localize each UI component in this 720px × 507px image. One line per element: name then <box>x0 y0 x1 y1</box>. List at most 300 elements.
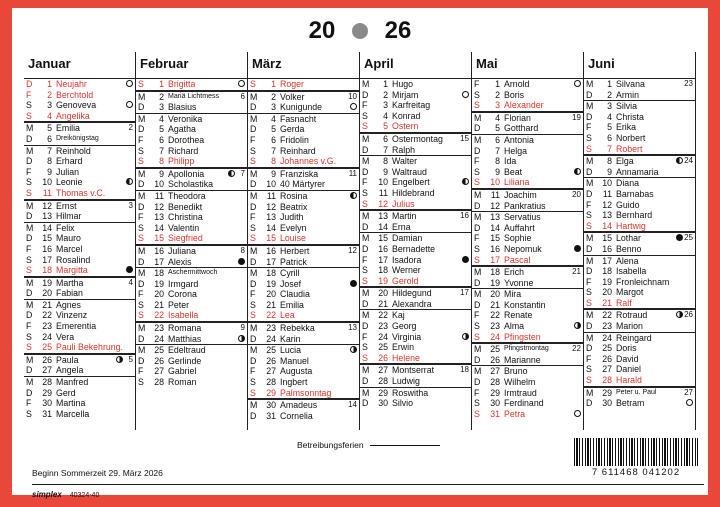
day-number: 17 <box>266 256 276 267</box>
day-row <box>472 377 583 388</box>
day-name: Konrad <box>392 110 421 121</box>
day-name: Mira <box>504 289 522 300</box>
day-name: Reinhard <box>280 145 316 156</box>
day-name: Ostermontag <box>392 133 443 144</box>
day-number: 27 <box>490 366 500 377</box>
day-name: Evelyn <box>280 222 307 233</box>
day-row <box>136 179 247 190</box>
day-name: Amadeus <box>280 400 318 411</box>
moon-last-icon <box>462 178 469 185</box>
weekday: M <box>138 113 146 124</box>
weekday: D <box>586 321 593 332</box>
weekday: M <box>474 212 482 223</box>
day-number: 19 <box>154 278 164 289</box>
weekday: D <box>586 243 593 254</box>
day-name: Corona <box>168 289 197 300</box>
day-name: Edeltraud <box>168 345 206 356</box>
day-row <box>584 266 695 277</box>
day-number: 26 <box>378 352 388 363</box>
day-name: Erna <box>392 221 411 232</box>
weekday: S <box>26 265 32 276</box>
day-number: 12 <box>154 201 164 212</box>
day-name: Lea <box>280 310 295 321</box>
day-number: 1 <box>495 79 500 89</box>
day-row <box>472 388 583 399</box>
weekday: D <box>250 278 257 289</box>
day-number: 3 <box>383 100 388 111</box>
day-number: 30 <box>378 398 388 409</box>
day-row <box>472 223 583 234</box>
week-number: 24 <box>684 156 693 166</box>
day-row <box>136 245 247 257</box>
weekday: S <box>586 297 592 308</box>
day-number: 10 <box>42 177 52 188</box>
weekday: D <box>362 398 369 409</box>
day-name: Silvio <box>392 398 414 409</box>
day-name: Gerlinde <box>168 355 202 366</box>
day-row <box>360 145 471 156</box>
day-name: Emerentia <box>56 321 97 332</box>
week-number: 26 <box>684 310 693 320</box>
weekday: M <box>586 233 594 244</box>
day-row <box>360 265 471 276</box>
weekday: S <box>26 331 32 342</box>
day-number: 5 <box>607 122 612 133</box>
day-name: Felix <box>56 222 75 233</box>
week-number: 27 <box>684 387 693 397</box>
day-row <box>136 366 247 377</box>
day-name: Bernhard <box>616 210 653 221</box>
day-name: Helene <box>392 352 420 363</box>
day-number: 20 <box>266 289 276 300</box>
day-name: Waltraud <box>392 166 427 177</box>
day-number: 29 <box>378 387 388 398</box>
day-number: 27 <box>602 364 612 375</box>
weekday: F <box>250 366 256 377</box>
day-number: 23 <box>378 321 388 332</box>
weekday: D <box>138 256 145 267</box>
barcode <box>574 438 698 478</box>
day-number: 5 <box>271 124 276 135</box>
day-name: Reingard <box>616 332 652 343</box>
day-name: Margot <box>616 287 644 298</box>
day-row <box>360 287 471 299</box>
day-number: 28 <box>42 377 52 388</box>
day-name: Konstantin <box>504 299 546 310</box>
weekday: S <box>474 408 480 419</box>
day-number: 22 <box>490 310 500 321</box>
weekday: F <box>26 166 32 177</box>
weekday: M <box>138 245 146 256</box>
day-row <box>584 375 695 387</box>
day-row <box>24 111 135 123</box>
week-number: 14 <box>348 400 357 410</box>
day-name: Sophie <box>504 233 532 244</box>
day-row <box>24 332 135 343</box>
day-number: 13 <box>490 212 500 223</box>
day-number: 13 <box>154 212 164 223</box>
day-number: 5 <box>495 123 500 134</box>
weekday: S <box>138 79 144 89</box>
weekday: D <box>26 310 33 321</box>
day-row <box>584 364 695 375</box>
day-row <box>136 279 247 290</box>
day-number: 18 <box>154 268 164 279</box>
day-row <box>360 90 471 101</box>
day-row <box>24 244 135 255</box>
day-row <box>248 267 359 279</box>
day-number: 4 <box>159 113 164 124</box>
day-number: 28 <box>154 377 164 388</box>
moon-first-icon <box>462 333 469 340</box>
day-row <box>136 356 247 367</box>
day-row <box>472 288 583 300</box>
weekday: D <box>474 277 481 288</box>
day-number: 10 <box>602 178 612 189</box>
day-number: 8 <box>159 156 164 167</box>
brand <box>32 490 99 499</box>
day-row <box>584 221 695 233</box>
day-name: Pfingstmontag <box>504 345 549 353</box>
weekday: D <box>362 298 369 309</box>
day-row <box>360 276 471 288</box>
day-name: Bernadette <box>392 243 436 254</box>
day-number: 26 <box>42 354 52 365</box>
day-number: 8 <box>271 156 276 167</box>
day-row <box>360 364 471 376</box>
day-number: 22 <box>266 310 276 321</box>
day-name: Gabriel <box>168 366 197 377</box>
day-name: Angelika <box>56 110 90 121</box>
day-row <box>136 377 247 388</box>
day-row <box>24 177 135 188</box>
day-name: Antonia <box>504 134 534 145</box>
year-title <box>12 16 708 45</box>
day-number: 24 <box>602 332 612 343</box>
day-number: 6 <box>495 134 500 145</box>
day-row <box>248 356 359 367</box>
day-number: 19 <box>602 276 612 287</box>
day-name: 40 Märtyrer <box>280 179 325 190</box>
day-row <box>248 411 359 422</box>
day-number: 23 <box>490 321 500 332</box>
day-name: Betram <box>616 398 645 409</box>
weekday: F <box>26 321 32 332</box>
weekday: S <box>250 299 256 310</box>
moon-last-icon <box>228 170 235 177</box>
day-number: 3 <box>159 102 164 113</box>
day-number: 22 <box>42 310 52 321</box>
day-name: Peter u. Paul <box>616 388 657 396</box>
weekday: D <box>474 145 481 156</box>
day-name: Neujahr <box>56 79 87 89</box>
weekday: M <box>26 200 34 211</box>
day-number: 8 <box>383 156 388 167</box>
weekday: F <box>250 134 256 145</box>
moon-first-icon <box>574 322 581 329</box>
day-row <box>24 299 135 311</box>
weekday: D <box>26 211 33 222</box>
day-row <box>24 310 135 321</box>
day-row <box>136 124 247 135</box>
weekday: M <box>474 112 482 123</box>
day-name: David <box>616 353 639 364</box>
day-number: 10 <box>266 179 276 190</box>
day-name: Agnes <box>56 299 81 310</box>
day-number: 4 <box>495 112 500 123</box>
weekday: D <box>250 102 257 113</box>
weekday: M <box>362 387 370 398</box>
day-number: 2 <box>495 89 500 100</box>
day-name: Ingbert <box>280 377 308 388</box>
weekday: M <box>474 344 482 355</box>
weekday: M <box>362 156 370 167</box>
day-name: Nepomuk <box>504 243 542 254</box>
day-row <box>584 133 695 144</box>
day-number: 31 <box>266 410 276 421</box>
day-name: Rosalind <box>56 254 91 265</box>
day-name: Leonie <box>56 177 83 188</box>
day-row <box>584 244 695 255</box>
day-row <box>472 343 583 355</box>
day-name: Elga <box>616 156 634 167</box>
day-row <box>136 168 247 180</box>
day-name: Philipp <box>168 156 195 167</box>
weekday: S <box>26 110 32 121</box>
day-number: 31 <box>490 408 500 419</box>
day-name: Louise <box>280 233 306 244</box>
day-row <box>248 334 359 345</box>
day-name: Benno <box>616 243 642 254</box>
day-row <box>136 146 247 157</box>
day-row <box>584 155 695 167</box>
day-name: Erwin <box>392 342 414 353</box>
day-number: 16 <box>602 243 612 254</box>
day-number: 13 <box>266 212 276 223</box>
day-name: Arnold <box>504 79 530 89</box>
day-row <box>360 210 471 222</box>
weekday: S <box>250 233 256 244</box>
day-name: Valentin <box>168 222 200 233</box>
day-row <box>584 144 695 156</box>
day-name: Virginia <box>392 331 422 342</box>
day-row <box>136 156 247 168</box>
weekday: S <box>362 275 368 286</box>
weekday: D <box>138 278 145 289</box>
day-row <box>24 188 135 200</box>
day-number: 11 <box>378 187 388 198</box>
weekday: S <box>474 321 480 332</box>
month-name: Januar <box>24 52 135 79</box>
day-row <box>136 202 247 213</box>
week-number: 6 <box>240 91 245 101</box>
day-name: Walter <box>392 156 418 167</box>
day-number: 23 <box>42 321 52 332</box>
weekday: M <box>362 233 370 244</box>
day-number: 19 <box>378 275 388 286</box>
day-number: 12 <box>490 200 500 211</box>
day-number: 13 <box>42 211 52 222</box>
day-name: Damian <box>392 233 423 244</box>
weekday: S <box>26 342 32 353</box>
day-name: Servatius <box>504 212 541 223</box>
day-name: Robert <box>616 143 643 154</box>
day-name: Aschermittwoch <box>168 269 218 277</box>
day-number: 14 <box>602 220 612 231</box>
day-row <box>360 353 471 365</box>
weekday: D <box>362 243 369 254</box>
weekday: S <box>586 143 592 154</box>
day-name: Vinzenz <box>56 310 88 321</box>
day-row <box>136 267 247 279</box>
weekday: S <box>362 110 368 121</box>
weekday: S <box>26 408 32 419</box>
day-number: 17 <box>42 254 52 265</box>
week-number: 12 <box>348 245 357 255</box>
moon-full-icon <box>574 410 581 417</box>
weekday: M <box>250 91 258 102</box>
day-name: Roswitha <box>392 387 429 398</box>
day-row <box>584 90 695 101</box>
day-number: 7 <box>47 145 52 156</box>
weekday: M <box>26 123 34 134</box>
day-row <box>472 255 583 267</box>
day-name: Isabella <box>168 310 199 321</box>
weekday: M <box>138 168 146 179</box>
moon-last-icon <box>574 168 581 175</box>
day-name: Helga <box>504 145 527 156</box>
moon-full-icon <box>126 80 133 87</box>
day-number: 17 <box>490 254 500 265</box>
day-name: Thomas v.C. <box>56 187 106 198</box>
day-row <box>136 190 247 202</box>
day-row <box>24 376 135 388</box>
weekday: M <box>26 277 34 288</box>
day-number: 3 <box>47 100 52 111</box>
day-row <box>248 279 359 290</box>
brand-code: 40324-40 <box>69 492 100 499</box>
month-column <box>24 52 136 430</box>
week-number: 17 <box>460 288 469 298</box>
day-row <box>136 135 247 146</box>
day-number: 21 <box>378 298 388 309</box>
weekday: D <box>138 333 145 344</box>
day-number: 3 <box>495 100 500 111</box>
day-name: Romana <box>168 323 202 334</box>
day-row <box>584 354 695 365</box>
day-name: Boris <box>504 89 525 100</box>
barcode-bars <box>574 438 698 466</box>
week-number: 3 <box>128 200 133 210</box>
moon-full-icon <box>462 91 469 98</box>
weekday: F <box>586 353 592 364</box>
day-name: Montserrat <box>392 365 435 376</box>
day-number: 15 <box>378 233 388 244</box>
day-row <box>360 199 471 211</box>
weekday: F <box>474 79 480 89</box>
weekday: M <box>250 400 258 411</box>
day-row <box>24 200 135 212</box>
weekday: M <box>26 299 34 310</box>
weekday: M <box>138 190 146 201</box>
day-name: Fabian <box>56 288 83 299</box>
day-name: Erika <box>616 122 637 133</box>
day-number: 16 <box>42 243 52 254</box>
day-row <box>24 354 135 366</box>
day-row <box>472 189 583 201</box>
day-name: Herbert <box>280 245 310 256</box>
day-number: 15 <box>42 233 52 244</box>
weekday: D <box>474 377 481 388</box>
day-number: 9 <box>383 166 388 177</box>
weekday: D <box>474 299 481 310</box>
day-name: Rebekka <box>280 323 315 334</box>
day-row <box>248 212 359 223</box>
day-number: 20 <box>378 288 388 299</box>
day-row <box>360 121 471 133</box>
moon-full-icon <box>238 80 245 87</box>
day-name: Hugo <box>392 79 414 89</box>
day-name: Palmsonntag <box>280 387 332 398</box>
day-name: Hartwig <box>616 220 646 231</box>
weekday: D <box>362 89 369 100</box>
weekday: F <box>362 177 368 188</box>
day-number: 4 <box>271 113 276 124</box>
weekday: D <box>586 188 593 199</box>
day-name: Mariä Lichtmess <box>168 92 219 100</box>
day-number: 28 <box>490 377 500 388</box>
day-number: 1 <box>271 79 276 89</box>
day-number: 14 <box>490 222 500 233</box>
day-name: Augusta <box>280 366 313 377</box>
day-row <box>472 112 583 124</box>
day-number: 25 <box>42 342 52 353</box>
day-number: 31 <box>42 408 52 419</box>
day-row <box>360 398 471 409</box>
day-number: 30 <box>42 398 52 409</box>
day-name: Martina <box>56 398 86 409</box>
day-row <box>248 289 359 300</box>
day-row <box>360 188 471 199</box>
day-row <box>136 102 247 113</box>
day-name: Agatha <box>168 124 196 135</box>
day-number: 19 <box>490 277 500 288</box>
weekday: D <box>250 124 257 135</box>
day-name: Claudia <box>280 289 310 300</box>
day-row <box>472 278 583 289</box>
moon-last-icon <box>350 192 357 199</box>
weekday: M <box>474 267 482 278</box>
week-number: 7 <box>240 168 245 178</box>
day-number: 6 <box>47 133 52 144</box>
year-dot <box>352 23 368 39</box>
day-number: 9 <box>495 166 500 177</box>
day-number: 27 <box>154 366 164 377</box>
weekday: M <box>250 268 258 279</box>
day-name: Florian <box>504 112 531 123</box>
day-row <box>248 300 359 311</box>
day-name: Alexis <box>168 256 192 267</box>
day-number: 2 <box>607 89 612 100</box>
day-row <box>24 122 135 134</box>
day-row <box>248 135 359 146</box>
day-number: 8 <box>47 156 52 167</box>
day-name: Richard <box>168 145 199 156</box>
day-name: Yvonne <box>504 277 534 288</box>
year-left: 20 <box>308 16 336 44</box>
weekday: M <box>586 255 594 266</box>
weekday: F <box>586 276 592 287</box>
